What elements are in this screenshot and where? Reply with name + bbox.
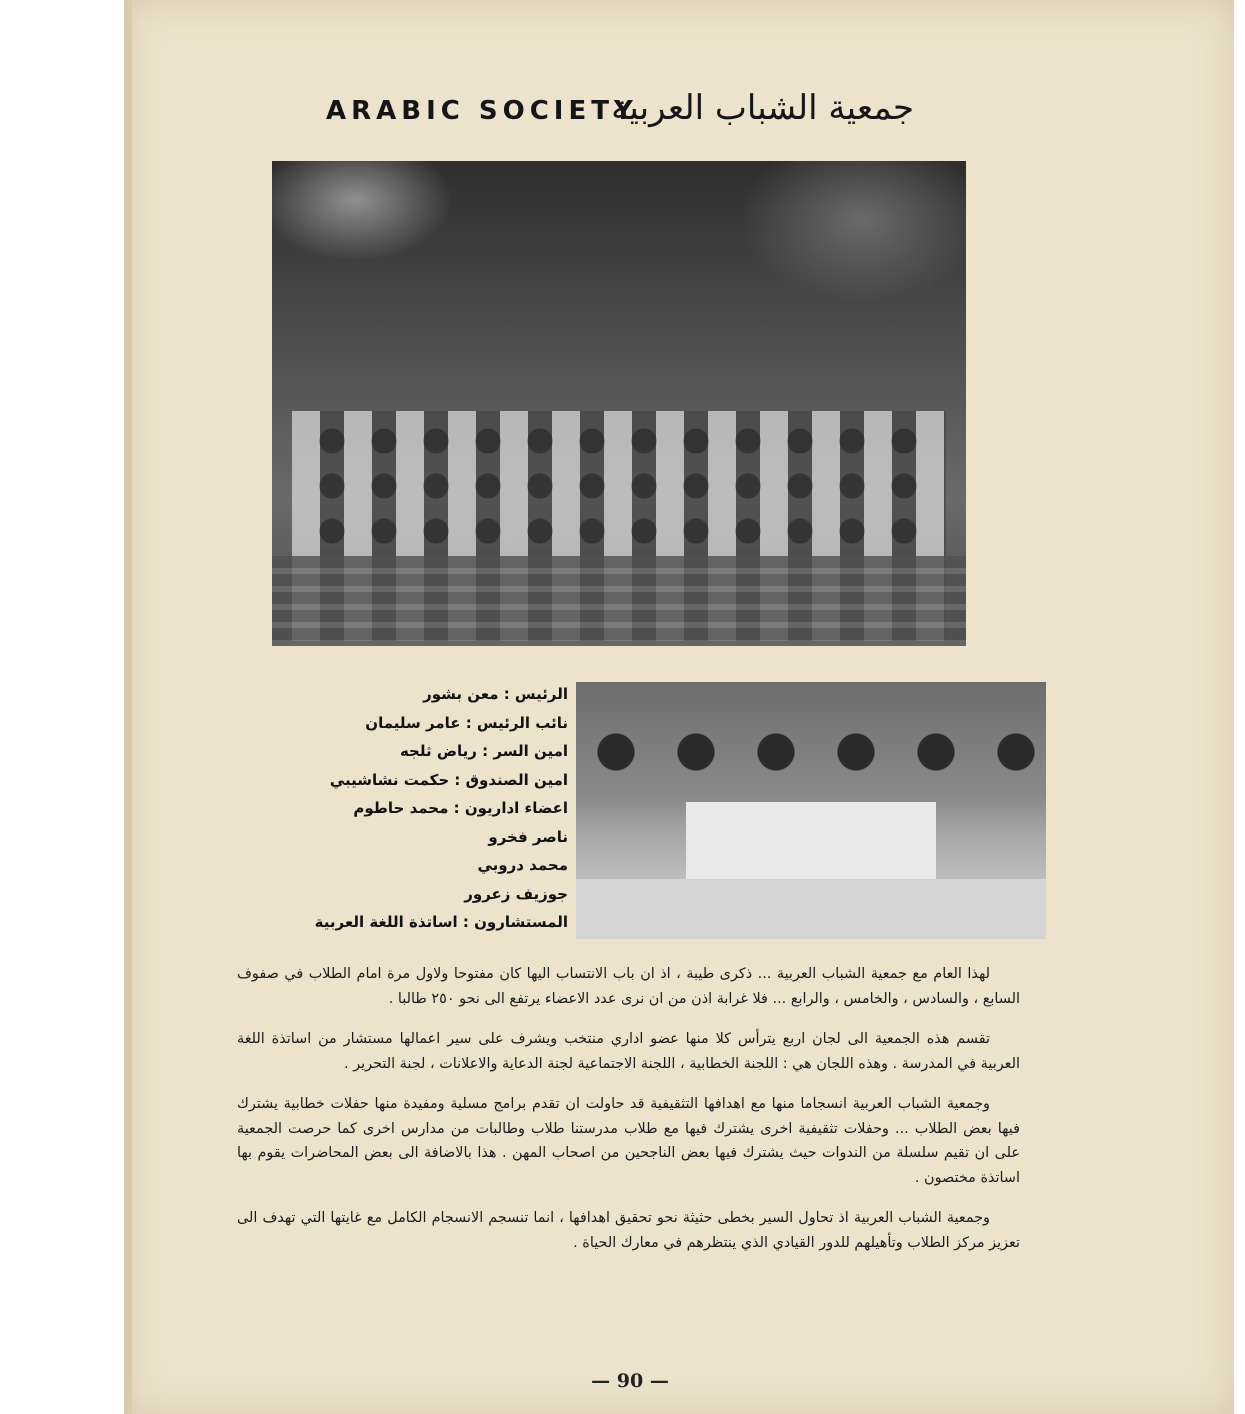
title-english: ARABIC SOCIETY [326,96,638,126]
paragraph: لهذا العام مع جمعية الشباب العربية ... ذكرى طيبة ، اذ ان باب الانتساب اليها كان مفتوحا ولاول مرة امام الطلاب في صفوف السابع ، والسادس ، والخامس ، والرابع ... فلا غرابة اذن من ان نرى عدد الاعضاء يرتفع الى نحو ٢٥٠ طالبا . [237,966,1020,1007]
page-header [300,88,940,138]
body-text [237,962,1020,1271]
officer-line: اعضاء اداريون : محمد حاطوم [353,799,568,817]
meeting-photo-table [686,802,936,882]
meeting-photo [576,682,1046,939]
meeting-photo-floor [576,879,1046,939]
title-arabic: جمعية الشباب العربية [611,88,914,128]
officer-line: امين السر : رياض ثلجه [399,742,568,760]
officer-line: المستشارون : اساتذة اللغة العربية [314,913,568,931]
officer-line: جوزيف زعرور [464,884,568,903]
paragraph: تقسم هذه الجمعية الى لجان اربع يترأس كلا منها عضو اداري منتخب ويشرف على سير اعمالها مستشار من اساتذة اللغة العربية في المدرسة . وهذه اللجان هي : اللجنة الخطابية ، اللجنة الاجتماعية لجنة الدعاية والاعلانات ، لجنة التحرير . [237,1031,1020,1072]
officer-line: الرئيس : معن بشور [423,685,568,703]
officer-line: ناصر فخرو [488,827,568,846]
paragraph: وجمعية الشباب العربية اذ تحاول السير بخطى حثيثة نحو تحقيق اهدافها ، انما تنسجم الانسجام الكامل مع غايتها التي تهدف الى تعزيز مركز الطلاب وتأهيلهم للدور القيادي الذي ينتظرهم في معارك الحياة . [237,1210,1020,1251]
group-photo-steps [272,556,966,646]
group-photo-heads [312,421,926,551]
page-edge [124,0,132,1414]
officer-line: نائب الرئيس : عامر سليمان [365,713,568,732]
group-photo [272,161,966,646]
page-number: — 90 — [591,1370,669,1392]
officer-line: محمد دروبي [477,856,568,874]
officers-list [290,680,568,937]
paragraph: وجمعية الشباب العربية انسجاما منها مع اهدافها التثقيفية قد حاولت ان تقدم برامج مسلية ومفيدة منها حفلات خطابية يشترك فيها بعض الطلاب ... وحفلات تثقيفية اخرى يشترك فيها مع طلاب مدرستنا طلاب وطالبات من مدارس اخرى كما حرصت الجمعية على ان تقيم سلسلة من الندوات حيث يشترك فيها بعض الناجحين من اصحاب المهن . هذا بالاضافة الى بعض المحاضرات يقوم بها اساتذة مختصون . [237,1096,1020,1186]
officer-line: امين الصندوق : حكمت نشاشيبي [329,770,568,789]
